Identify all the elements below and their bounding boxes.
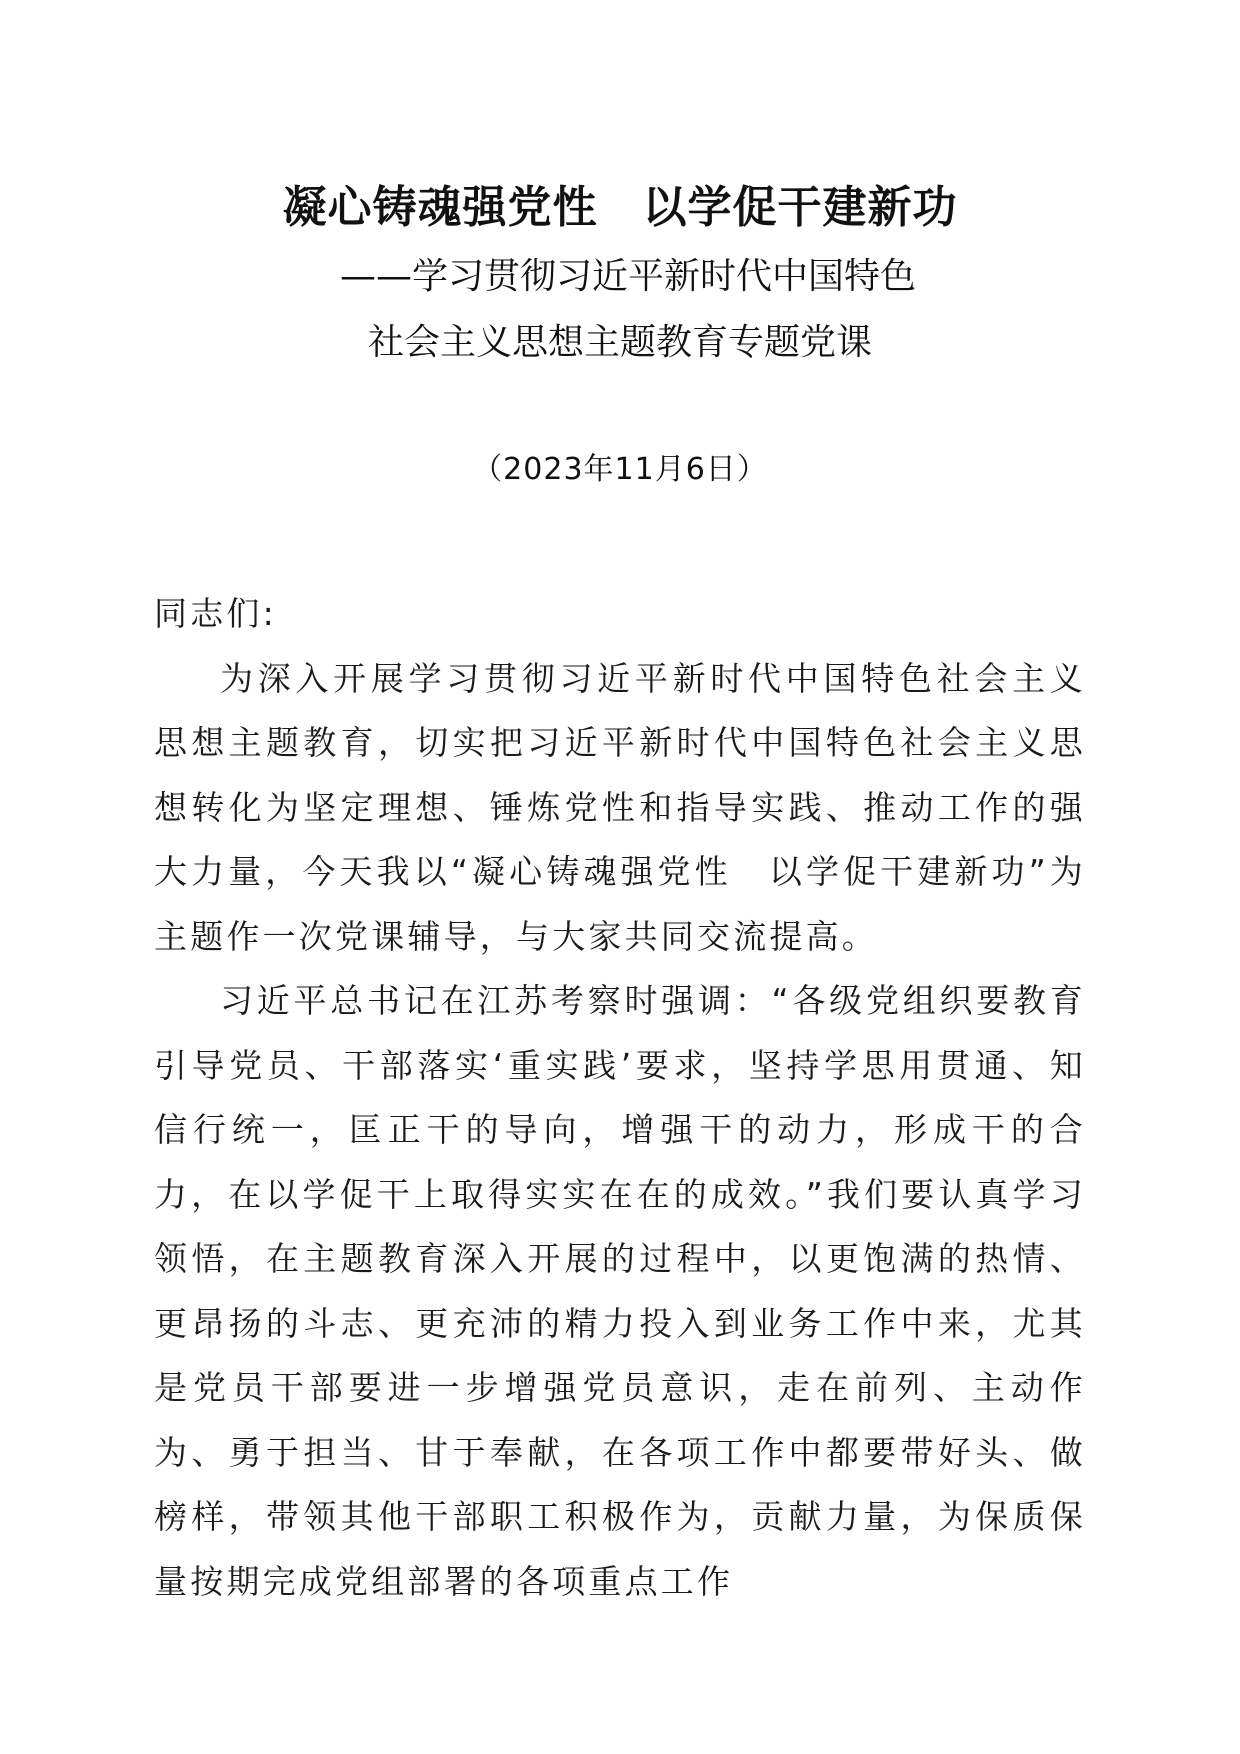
document-date: （2023年11月6日） bbox=[472, 452, 768, 487]
document-subtitle-line-1: ——学习贯彻习近平新时代中国特色 bbox=[339, 256, 916, 297]
document-body bbox=[154, 582, 1086, 1614]
greeting: 同志们: bbox=[154, 594, 277, 633]
document-title: 凝心铸魂强党性 以学促干建新功 bbox=[282, 182, 958, 233]
paragraph-1: 为深入开展学习贯彻习近平新时代中国特色社会主义思想主题教育，切实把习近平新时代中国特色社会主义思想转化为坚定理想、锤炼党性和指导实践、推动工作的强大力量，今天我以“凝心铸魂强党性 以学促干建新功”为主题作一次党课辅导，与大家共同交流提高。 bbox=[154, 658, 1086, 956]
document-subtitle-line-2: 社会主义思想主题教育专题党课 bbox=[367, 322, 872, 363]
paragraph-2: 习近平总书记在江苏考察时强调：“各级党组织要教育引导党员、干部落实‘重实践’要求，坚持学思用贯通、知信行统一，匡正干的导向，增强干的动力，形成干的合力，在以学促干上取得实实在在的成效。”我们要认真学习领悟，在主题教育深入开展的过程中，以更饱满的热情、更昂扬的斗志、更充沛的精力投入到业务工作中来，尤其是党员干部要进一步增强党员意识，走在前列、主动作为、勇于担当、甘于奉献，在各项工作中都要带好头、做榜样，带领其他干部职工积极作为，贡献力量，为保质保量按期完成党组部署的各项重点工作 bbox=[154, 981, 1086, 1601]
